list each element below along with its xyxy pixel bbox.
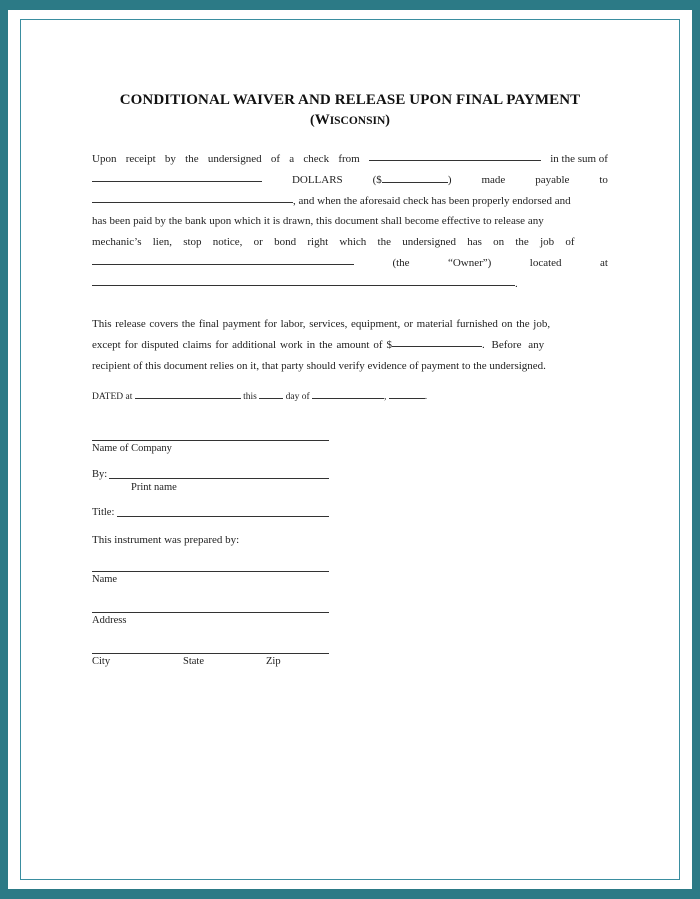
line-text: has been paid by the bank upon which it is drawn, this document shall become effective to release any — [92, 215, 544, 228]
word: the — [185, 153, 199, 165]
word: ($ — [372, 173, 382, 186]
word: a — [289, 153, 295, 165]
word: payable — [535, 173, 570, 186]
word: to — [599, 173, 608, 186]
paragraph-line — [92, 274, 608, 295]
paragraph-line — [92, 314, 608, 335]
city-state-zip-line[interactable] — [92, 653, 329, 654]
address-line[interactable] — [92, 612, 329, 613]
line-text: , and when the aforesaid check has been properly endorsed and — [293, 194, 571, 207]
state-label: State — [183, 656, 204, 667]
line-text: This release covers the final payment for labor, services, equipment, or material furnished on the job, — [92, 318, 551, 330]
company-name-line[interactable] — [92, 440, 329, 441]
paragraph-line — [92, 149, 608, 170]
word: from — [338, 153, 360, 165]
dated-day-field[interactable] — [259, 390, 283, 399]
job-field[interactable] — [92, 253, 354, 265]
print-name-label: Print name — [131, 482, 177, 493]
disputed-amount-field[interactable] — [392, 335, 482, 347]
subtitle-close: ) — [385, 113, 390, 128]
subtitle-open: ( — [310, 113, 315, 128]
word: at — [600, 256, 608, 269]
payee-field[interactable] — [92, 191, 293, 203]
paragraph-line — [92, 335, 608, 356]
word: . — [515, 277, 518, 290]
dated-year-field[interactable] — [389, 390, 425, 399]
preparer-name-line[interactable] — [92, 571, 329, 572]
payer-field[interactable] — [369, 149, 541, 161]
word: in the sum of — [550, 153, 608, 165]
line-text: except for disputed claims for additional work in the amount of $ — [92, 338, 393, 351]
zip-label: Zip — [266, 656, 281, 667]
amount-group — [373, 170, 452, 191]
document-subtitle — [0, 112, 700, 129]
dated-this: this — [243, 392, 257, 402]
title-line[interactable] — [117, 516, 329, 517]
release-paragraph — [92, 149, 608, 295]
word: made — [481, 173, 506, 186]
company-label: Name of Company — [92, 443, 172, 454]
line-text: recipient of this document relies on it, that party should verify evidence of payment to the undersigned. — [92, 359, 546, 372]
paragraph-line — [92, 253, 608, 274]
word: of — [270, 153, 281, 165]
by-line[interactable] — [109, 478, 329, 479]
word: Upon — [92, 153, 117, 165]
city-label: City — [92, 656, 111, 667]
paragraph-line — [92, 211, 608, 232]
word: undersigned — [207, 153, 262, 165]
name-label: Name — [92, 574, 118, 585]
word: (the — [392, 256, 410, 269]
amount-words-field[interactable] — [92, 170, 262, 182]
paragraph-line — [92, 356, 608, 377]
dated-day-of: day of — [285, 392, 310, 402]
subtitle-cap: W — [314, 112, 330, 128]
dated-label: DATED at — [92, 392, 133, 402]
prepared-by-label: This instrument was prepared by: — [92, 534, 240, 546]
paragraph-line — [92, 170, 608, 191]
dated-comma: , — [384, 392, 387, 402]
document-title: CONDITIONAL WAIVER AND RELEASE UPON FINAL PAYMENT — [119, 92, 581, 108]
dated-line — [92, 390, 427, 402]
word: ) — [447, 173, 452, 186]
word: by — [164, 153, 176, 165]
dated-place-field[interactable] — [135, 390, 241, 399]
word: located — [529, 256, 562, 269]
amount-field[interactable] — [382, 171, 448, 183]
title-label: Title: — [92, 507, 115, 518]
address-label: Address — [92, 615, 127, 626]
paragraph-line — [92, 232, 608, 253]
line-text: . Before any — [482, 338, 545, 351]
dated-period: . — [424, 392, 428, 402]
paragraph-line — [92, 191, 608, 212]
location-field[interactable] — [92, 274, 515, 286]
word: “Owner”) — [447, 256, 492, 269]
word: DOLLARS — [291, 173, 343, 186]
word: receipt — [125, 153, 156, 165]
dated-month-field[interactable] — [312, 390, 384, 399]
coverage-paragraph — [92, 314, 608, 376]
word: check — [303, 153, 330, 165]
line-text: mechanic’s lien, stop notice, or bond right which the undersigned has on the job of — [92, 236, 575, 249]
by-label: By: — [92, 469, 108, 480]
subtitle-rest: ISCONSIN — [329, 115, 386, 127]
